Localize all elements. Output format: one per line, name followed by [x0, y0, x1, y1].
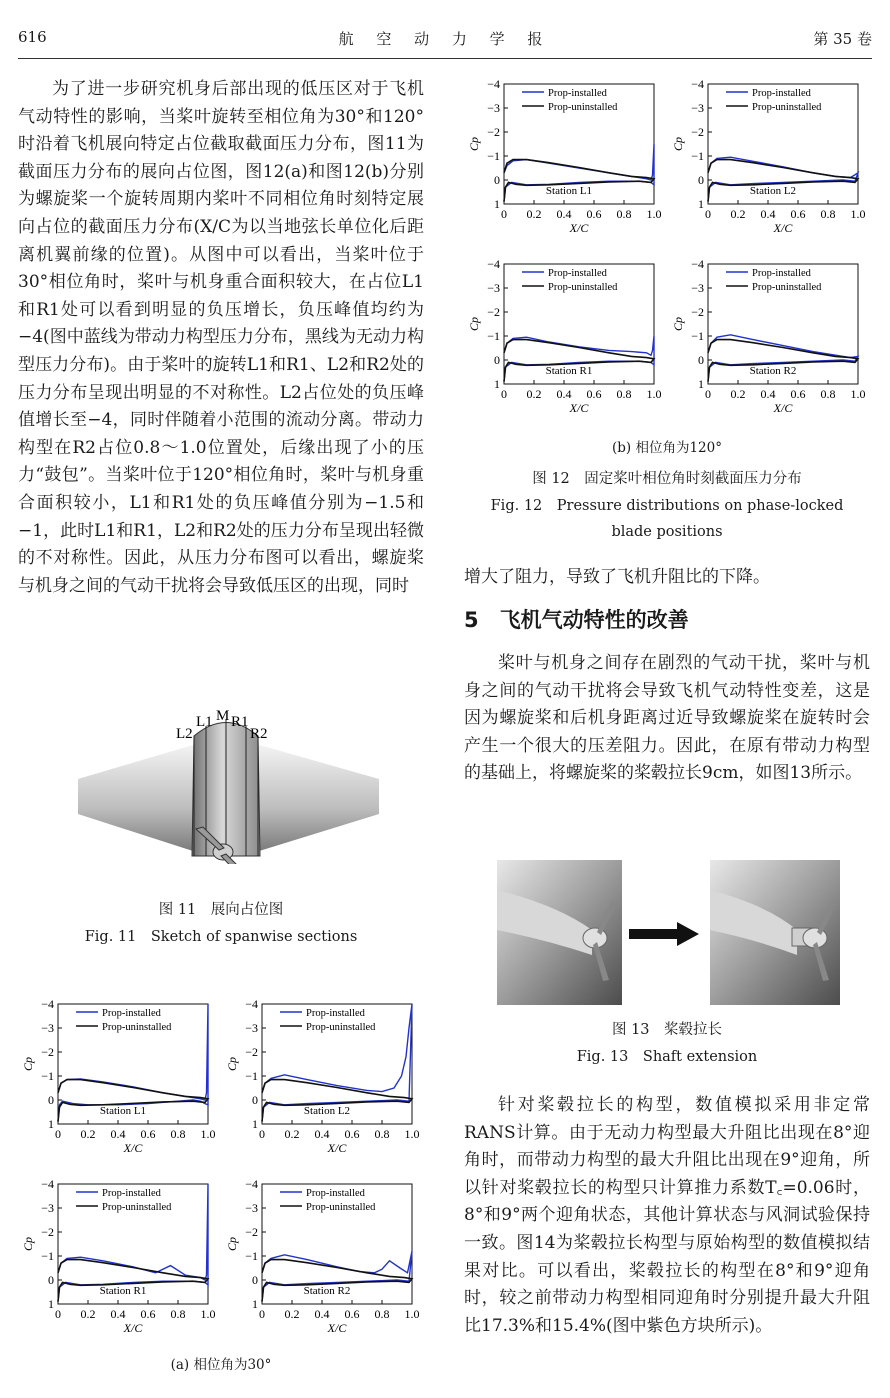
fig12a-label: (a) 相位角为30° — [170, 1357, 272, 1373]
station-label: Station R1 — [99, 1285, 147, 1297]
legend-label: Prop-installed — [306, 1188, 365, 1199]
chart-b-r1 — [464, 252, 664, 427]
y-tick-label: 0 — [252, 1093, 258, 1107]
y-axis-label: Cp — [671, 136, 685, 152]
y-tick-label: −2 — [245, 1225, 258, 1239]
x-tick-label: 1.0 — [200, 1307, 216, 1321]
x-tick-label: 0.6 — [140, 1307, 156, 1321]
y-tick-label: 1 — [698, 377, 704, 391]
figure-11-wing-render — [76, 704, 381, 864]
right-wing — [256, 744, 379, 852]
fig12-caption-en-1: Fig. 12 Pressure distributions on phase-locked — [490, 498, 844, 514]
station-label: Station L2 — [749, 185, 797, 197]
volume-label: 第 35 卷 — [813, 30, 872, 48]
legend-label: Prop-uninstalled — [548, 282, 618, 293]
y-tick-label: −1 — [245, 1249, 258, 1263]
chart-a-l1 — [18, 992, 218, 1167]
legend-label: Prop-uninstalled — [306, 1022, 376, 1033]
x-tick-label: 0 — [501, 207, 507, 221]
chart-b-r2 — [668, 252, 868, 427]
y-tick-label: −3 — [41, 1021, 54, 1035]
page-header — [18, 28, 872, 56]
y-axis-label: Cp — [21, 1236, 35, 1252]
y-axis-label: Cp — [467, 136, 481, 152]
station-label: Station L2 — [303, 1105, 351, 1117]
fig12-caption-en-2: blade positions — [611, 524, 723, 540]
x-tick-label: 0 — [705, 207, 711, 221]
x-tick-label: 0.8 — [170, 1307, 186, 1321]
y-tick-label: 0 — [494, 353, 500, 367]
x-tick-label: 0.8 — [616, 207, 632, 221]
x-tick-label: 0.4 — [760, 207, 776, 221]
x-tick-label: 1.0 — [850, 207, 866, 221]
y-tick-label: −2 — [41, 1045, 54, 1059]
x-tick-label: 0 — [55, 1307, 61, 1321]
legend-label: Prop-installed — [548, 88, 607, 99]
y-tick-label: −3 — [487, 281, 500, 295]
y-tick-label: 0 — [48, 1273, 54, 1287]
legend-label: Prop-uninstalled — [752, 102, 822, 113]
figure-13-shaft-extension — [497, 860, 840, 1005]
y-tick-label: 1 — [48, 1117, 54, 1131]
y-axis-label: Cp — [21, 1056, 35, 1072]
x-tick-label: 0.8 — [170, 1127, 186, 1141]
x-axis-label: X/C — [569, 221, 589, 235]
x-axis-label: X/C — [327, 1321, 347, 1335]
right-paragraph-2: 针对桨毂拉长的构型，数值模拟采用非定常RANS计算。由于无动力构型最大升阻比出现在8°迎角时，而带动力构型的最大升阻比出现在9°迎角，所以针对桨毂拉长的构型只计算推力系数T꜀=0.06时，8°和9°两个迎角状态，其他计算状态与风洞试验保持一致。图14为桨毂拉长构型与原始构型的数值模拟结果对比。可以看出，桨毂拉长的构型在8°和9°迎角时，较之前带动力构型相同迎角时分别提升最大升阻比17.3%和15.4%(图中紫色方块所示)。 — [464, 1095, 870, 1336]
x-tick-label: 0.2 — [284, 1127, 300, 1141]
x-tick-label: 0.6 — [790, 387, 806, 401]
y-tick-label: −2 — [487, 125, 500, 139]
y-tick-label: 0 — [698, 173, 704, 187]
y-tick-label: −1 — [41, 1249, 54, 1263]
y-tick-label: 1 — [252, 1117, 258, 1131]
fig13-caption-cn: 图 13 桨毂拉长 — [611, 1022, 723, 1038]
fig13-caption-en: Fig. 13 Shaft extension — [576, 1049, 758, 1065]
y-tick-label: 0 — [48, 1093, 54, 1107]
x-tick-label: 1.0 — [404, 1127, 420, 1141]
chart-a-r2 — [222, 1172, 422, 1347]
y-tick-label: −2 — [691, 125, 704, 139]
legend-label: Prop-installed — [102, 1188, 161, 1199]
station-label: Station R2 — [303, 1285, 351, 1297]
x-tick-label: 1.0 — [850, 387, 866, 401]
right-continuation: 增大了阻力，导致了飞机升阻比的下降。 — [464, 567, 770, 587]
chart-a-l2 — [222, 992, 422, 1167]
legend-label: Prop-installed — [752, 88, 811, 99]
x-tick-label: 0.6 — [790, 207, 806, 221]
right-paragraph-1: 桨叶与机身之间存在剧烈的气动干扰，桨叶与机身之间的气动干扰将会导致飞机气动特性变差，这是因为螺旋桨和后机身距离过近导致螺旋桨在旋转时会产生一个很大的压差阻力。因此，在原有带动力构型的基础上，将螺旋桨的桨毂拉长9cm，如图13所示。 — [464, 653, 870, 784]
fig12-caption-cn: 图 12 固定桨叶相位角时刻截面压力分布 — [532, 471, 802, 487]
x-tick-label: 0.6 — [344, 1127, 360, 1141]
x-tick-label: 0.8 — [820, 207, 836, 221]
fig12b-label: (b) 相位角为120° — [612, 440, 722, 456]
x-axis-label: X/C — [569, 401, 589, 415]
x-tick-label: 0.2 — [284, 1307, 300, 1321]
x-tick-label: 1.0 — [200, 1127, 216, 1141]
x-tick-label: 0.4 — [760, 387, 776, 401]
y-tick-label: −3 — [691, 101, 704, 115]
station-label: Station R2 — [749, 365, 797, 377]
fig11-caption-cn: 图 11 展向占位图 — [158, 902, 284, 918]
x-tick-label: 0.2 — [526, 387, 542, 401]
y-tick-label: −3 — [245, 1201, 258, 1215]
y-tick-label: −2 — [41, 1225, 54, 1239]
y-tick-label: −3 — [691, 281, 704, 295]
x-tick-label: 0.2 — [80, 1307, 96, 1321]
y-tick-label: −1 — [691, 149, 704, 163]
legend-label: Prop-uninstalled — [102, 1202, 172, 1213]
legend-label: Prop-installed — [306, 1008, 365, 1019]
x-tick-label: 0.6 — [140, 1127, 156, 1141]
left-paragraph: 为了进一步研究机身后部出现的低压区对于飞机气动特性的影响，当桨叶旋转至相位角为30°和120°时沿着飞机展向特定占位截取截面压力分布，图11为截面压力分布的展向占位图，图12(a)和图12(b)分别为螺旋桨一个旋转周期内桨叶不同相位角时刻特定展向占位的截面压力分布(X/C为以当地弦长单位化后距离机翼前缘的位置)。从图中可以看出，当桨叶位于30°相位角时，桨叶与机身重合面积较大，在占位L1和R1处可以看到明显的负压增长，负压峰值均约为−4(图中蓝线为带动力构型压力分布，黑线为无动力构型压力分布)。由于桨叶的旋转L1和R1、L2和R2处的压力分布呈现出明显的不对称性。L2占位处的负压峰值增长至−4，同时伴随着小范围的流动分离。带动力构型在R2占位0.8～1.0位置处，后缘出现了小的压力“鼓包”。当桨叶位于120°相位角时，桨叶与机身重合面积较小，L1和R1处的负压峰值分别为−1.5和−1，此时L1和R1，L2和R2处的压力分布呈现出轻微的不对称性。因此，从压力分布图可以看出，螺旋桨与机身之间的气动干扰将会导致低压区的出现，同时 — [18, 79, 424, 596]
y-tick-label: −1 — [41, 1069, 54, 1083]
label-m: M — [216, 708, 230, 724]
x-axis-label: X/C — [773, 401, 793, 415]
page-number: 616 — [18, 28, 47, 46]
chart-b-l1 — [464, 72, 664, 247]
x-tick-label: 0.2 — [80, 1127, 96, 1141]
y-tick-label: −2 — [487, 305, 500, 319]
y-tick-label: −4 — [691, 77, 704, 91]
x-tick-label: 1.0 — [646, 387, 662, 401]
chart-a-r1 — [18, 1172, 218, 1347]
y-tick-label: 1 — [252, 1297, 258, 1311]
y-tick-label: −3 — [245, 1021, 258, 1035]
y-tick-label: 1 — [494, 197, 500, 211]
y-tick-label: −4 — [691, 257, 704, 271]
y-tick-label: −4 — [487, 77, 500, 91]
chart-b-l2 — [668, 72, 868, 247]
y-tick-label: 1 — [494, 377, 500, 391]
y-axis-label: Cp — [225, 1056, 239, 1072]
station-label: Station L1 — [545, 185, 593, 197]
y-tick-label: −4 — [41, 1177, 54, 1191]
y-tick-label: −1 — [245, 1069, 258, 1083]
x-tick-label: 0.8 — [374, 1127, 390, 1141]
x-tick-label: 0.6 — [586, 387, 602, 401]
x-tick-label: 0 — [259, 1307, 265, 1321]
legend-label: Prop-uninstalled — [306, 1202, 376, 1213]
y-axis-label: Cp — [225, 1236, 239, 1252]
x-axis-label: X/C — [123, 1321, 143, 1335]
y-tick-label: −3 — [41, 1201, 54, 1215]
left-wing — [78, 744, 196, 852]
station-label: Station R1 — [545, 365, 593, 377]
y-tick-label: 0 — [698, 353, 704, 367]
y-tick-label: 0 — [494, 173, 500, 187]
y-tick-label: −4 — [487, 257, 500, 271]
legend-label: Prop-uninstalled — [548, 102, 618, 113]
x-axis-label: X/C — [123, 1141, 143, 1155]
x-tick-label: 1.0 — [646, 207, 662, 221]
y-tick-label: −3 — [487, 101, 500, 115]
y-tick-label: −1 — [487, 329, 500, 343]
legend-label: Prop-uninstalled — [102, 1022, 172, 1033]
x-tick-label: 0.4 — [110, 1307, 126, 1321]
label-r2: R2 — [250, 726, 268, 742]
y-tick-label: 0 — [252, 1273, 258, 1287]
x-tick-label: 0.4 — [556, 387, 572, 401]
legend-label: Prop-uninstalled — [752, 282, 822, 293]
x-axis-label: X/C — [327, 1141, 347, 1155]
y-axis-label: Cp — [467, 316, 481, 332]
legend-label: Prop-installed — [102, 1008, 161, 1019]
x-tick-label: 0 — [55, 1127, 61, 1141]
legend-label: Prop-installed — [548, 268, 607, 279]
y-tick-label: −4 — [245, 1177, 258, 1191]
x-tick-label: 0.8 — [374, 1307, 390, 1321]
y-tick-label: −1 — [691, 329, 704, 343]
y-tick-label: −4 — [245, 997, 258, 1011]
journal-title: 航 空 动 力 学 报 — [338, 30, 552, 48]
x-tick-label: 0.6 — [344, 1307, 360, 1321]
x-axis-label: X/C — [773, 221, 793, 235]
y-tick-label: 1 — [698, 197, 704, 211]
y-tick-label: −4 — [41, 997, 54, 1011]
x-tick-label: 0.4 — [314, 1127, 330, 1141]
station-label: Station L1 — [99, 1105, 147, 1117]
x-tick-label: 0 — [705, 387, 711, 401]
x-tick-label: 0.2 — [730, 207, 746, 221]
x-tick-label: 0 — [501, 387, 507, 401]
header-rule — [18, 58, 872, 59]
y-tick-label: 1 — [48, 1297, 54, 1311]
section-heading: 5 飞机气动特性的改善 — [464, 608, 689, 632]
x-tick-label: 1.0 — [404, 1307, 420, 1321]
x-tick-label: 0.8 — [820, 387, 836, 401]
y-tick-label: −1 — [487, 149, 500, 163]
x-tick-label: 0.4 — [110, 1127, 126, 1141]
x-tick-label: 0.4 — [314, 1307, 330, 1321]
x-tick-label: 0 — [259, 1127, 265, 1141]
y-axis-label: Cp — [671, 316, 685, 332]
label-l2: L2 — [176, 726, 193, 742]
x-tick-label: 0.6 — [586, 207, 602, 221]
label-l1: L1 — [196, 714, 213, 730]
x-tick-label: 0.2 — [526, 207, 542, 221]
y-tick-label: −2 — [245, 1045, 258, 1059]
y-tick-label: −2 — [691, 305, 704, 319]
arrow-right-icon — [629, 922, 699, 946]
x-tick-label: 0.8 — [616, 387, 632, 401]
x-tick-label: 0.4 — [556, 207, 572, 221]
x-tick-label: 0.2 — [730, 387, 746, 401]
fig11-caption-en: Fig. 11 Sketch of spanwise sections — [84, 929, 358, 945]
legend-label: Prop-installed — [752, 268, 811, 279]
label-r1: R1 — [231, 714, 249, 730]
